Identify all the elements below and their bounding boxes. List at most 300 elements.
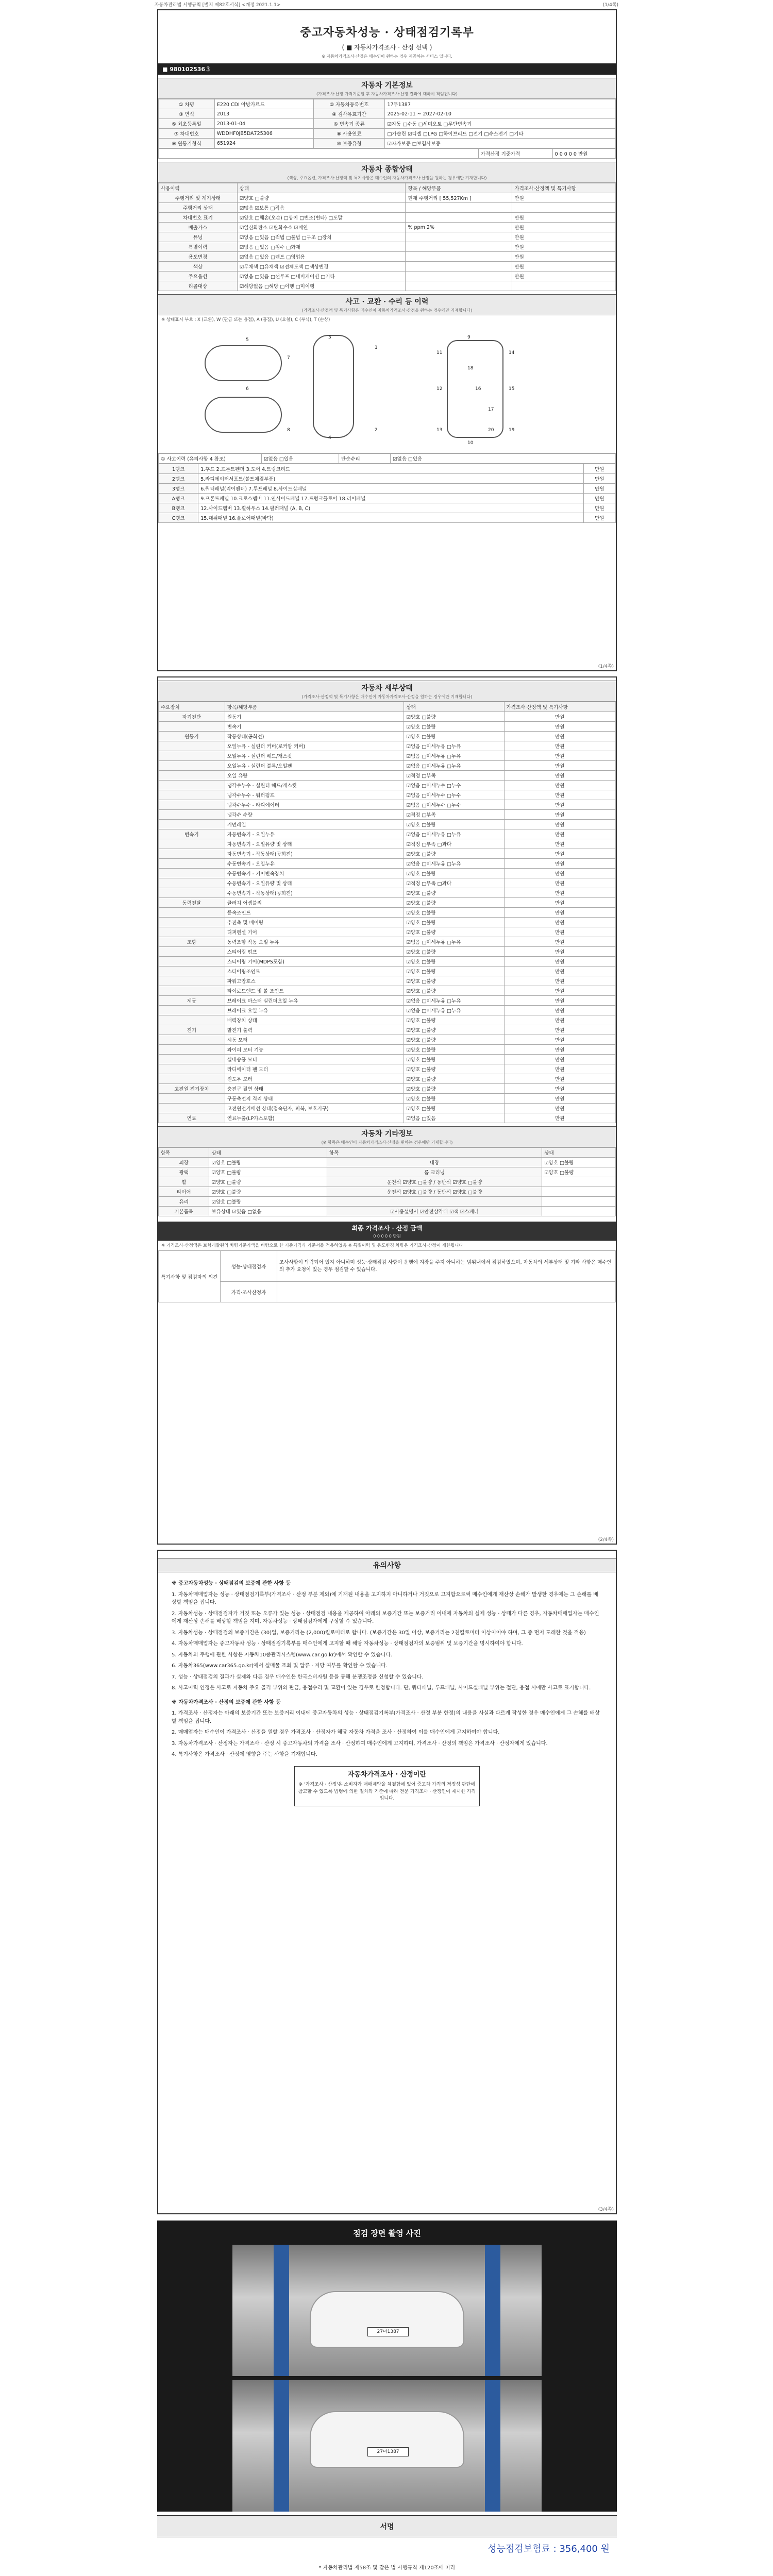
detail-price-unit: 만원: [504, 908, 615, 918]
overall-column-header: 가격조사·산정액 및 특기사항: [512, 183, 616, 193]
outer-panel-row: [159, 484, 616, 494]
overall-item-label: 주행거리 상태: [159, 203, 238, 213]
detail-row: [159, 771, 616, 781]
outer-panel-row: [159, 474, 616, 484]
detail-status-value: ☑양호 □불량: [404, 927, 504, 937]
other-status-value: ☑양호 □불량: [209, 1187, 327, 1197]
detail-row: [159, 712, 616, 722]
diagram-part-number: 17: [488, 407, 494, 413]
diagram-part-number: 10: [467, 440, 474, 446]
panel-price-unit: 만원: [583, 513, 615, 523]
overall-row: [159, 193, 616, 203]
other-status-value: [542, 1187, 616, 1197]
basic-info-header: [158, 78, 616, 99]
notes-paragraph: 3. 자동차성능 · 상태점검의 보증기간은 (30)일, 보증거리는 (2,000)킬로미터로 합니다. (보증기간은 30일 이상, 보증거리는 2천킬로미터 이상이어야 하며, 그 중 먼저 도래한 것을 적용): [172, 1630, 586, 1636]
detail-device-label: [159, 790, 225, 800]
signature-footer: * 자동차관리법 제58조 및 같은 법 시행규칙 제120조에 따라: [318, 2565, 456, 2571]
detail-device-label: [159, 849, 225, 859]
detail-row: [159, 722, 616, 732]
detail-header: [158, 681, 616, 702]
overall-detail: [406, 262, 512, 272]
detail-price-unit: 만원: [504, 751, 615, 761]
appraiser-label: 가격·조사산정자: [221, 1282, 277, 1302]
document-note: ※ 자동차가격조사·산정은 매수인이 원하는 경우 제공하는 서비스 입니다.: [322, 54, 452, 59]
detail-status-value: ☑없음 □미세누유 □누유: [404, 751, 504, 761]
detail-part-label: 타이로드엔드 및 볼 조인트: [225, 986, 404, 996]
overall-row: [159, 252, 616, 262]
detail-part-label: 동력조향 작동 오일 누유: [225, 937, 404, 947]
outer-panel-row: [159, 503, 616, 513]
overall-column-header: 항목 / 해당부품: [406, 183, 512, 193]
detail-status-value: ☑양호 □불량: [404, 976, 504, 986]
detail-price-unit: 만원: [504, 898, 615, 908]
detail-row: [159, 898, 616, 908]
detail-price-unit: 만원: [504, 1064, 615, 1074]
accident-history-table: [158, 453, 616, 464]
overall-price-note: 만원: [512, 223, 616, 232]
detail-device-label: [159, 1064, 225, 1074]
detail-device-label: [159, 947, 225, 957]
detail-part-label: 등속조인트: [225, 908, 404, 918]
detail-device-label: [159, 741, 225, 751]
other-item-label: 운전석 ☑양호 □불량 / 동반석 ☑양호 □불량: [327, 1187, 542, 1197]
detail-part-label: 자동변속기 - 오일누유: [225, 829, 404, 839]
basic-field-value: 2025-02-11 ~ 2027-02-10: [385, 109, 616, 119]
detail-row: [159, 1025, 616, 1035]
car-rear-image: [310, 2411, 464, 2468]
notes-paragraph: 1. 가격조사 · 산정자는 아래의 보증기간 또는 보증거리 이내에 중고자동차의 성능 · 상태점검기록부(가격조사 · 산정 부분 한정)의 내용을 사실과 다르게 작성한 경우 매수인에게 그 손해를 배상할 책임을 집니다.: [172, 1710, 600, 1724]
detail-price-unit: 만원: [504, 771, 615, 781]
detail-status-value: ☑양호 □불량: [404, 1055, 504, 1064]
detail-part-label: 커먼레일: [225, 820, 404, 829]
overall-row: [159, 242, 616, 252]
page-number-3: (3/4쪽): [598, 2207, 614, 2212]
detail-status-value: ☑적정 □부족 □과다: [404, 878, 504, 888]
basic-field-value: E220 CDI 아방가르드: [214, 99, 313, 109]
basic-info-row: [159, 139, 616, 148]
detail-price-unit: 만원: [504, 781, 615, 790]
other-info-title: 자동차 기타정보: [361, 1130, 413, 1138]
detail-row: [159, 820, 616, 829]
detail-row: [159, 986, 616, 996]
detail-device-label: [159, 751, 225, 761]
other-status-value: [542, 1207, 616, 1216]
detail-device-label: 연료: [159, 1113, 225, 1123]
detail-part-label: 오일 유량: [225, 771, 404, 781]
basic-field-label: ⑩ 보증유형: [313, 139, 385, 148]
other-row: [159, 1167, 616, 1177]
notes-title: 유의사항: [373, 1562, 401, 1570]
basic-field-label: ② 자동차등록번호: [313, 99, 385, 109]
notes-header: [158, 1558, 616, 1572]
other-item-label: 휠: [159, 1177, 209, 1187]
panel-rank-label: B랭크: [159, 503, 198, 513]
detail-part-label: 원동기: [225, 712, 404, 722]
notes-paragraph: 2. 매매업자는 매수인이 가격조사 · 산정을 원할 경우 가격조사 · 산정자가 해당 자동차 가격을 조사 · 산정하여 이를 매수인에게 고지하여야 합니다.: [172, 1730, 500, 1735]
detail-status-value: ☑양호 □불량: [404, 908, 504, 918]
detail-column-header: 항목/해당부품: [225, 702, 404, 712]
other-item-label: 룸 크리닝: [327, 1167, 542, 1177]
detail-price-unit: 만원: [504, 986, 615, 996]
detail-status-value: ☑양호 □불량: [404, 1104, 504, 1113]
license-plate-front: 27마1387: [367, 2327, 409, 2336]
detail-row: [159, 1094, 616, 1104]
detail-table: [158, 702, 616, 1123]
detail-price-unit: 만원: [504, 859, 615, 869]
overall-item-label: 용도변경: [159, 252, 238, 262]
panel-rank-label: 1랭크: [159, 464, 198, 474]
appraisal-info-text: ※ '가격조사 · 산정'은 소비자가 매매계약을 체결함에 있어 중고차 가격의 적정성 판단에 참고할 수 있도록 법령에 의한 절차와 기준에 따라 전문 가격조사 · 산정인이 제시한 가격입니다.: [298, 1782, 476, 1801]
detail-part-label: 와이퍼 모터 기능: [225, 1045, 404, 1055]
other-item-label: 유리: [159, 1197, 209, 1207]
detail-row: [159, 947, 616, 957]
serial-bar: [158, 63, 616, 75]
detail-status-value: ☑없음 □있음: [404, 1113, 504, 1123]
accident-legend: ※ 상태표시 부호 : X (교환), W (판금 또는 용접), A (흠집), U (요철), C (부식), T (손상): [161, 317, 330, 323]
overall-price-note: 만원: [512, 213, 616, 223]
detail-part-label: 수동변속기 - 작동상태(공회전): [225, 888, 404, 898]
panel-list: 15.대쉬패널 16.플로어패널(바닥): [198, 513, 584, 523]
detail-row: [159, 937, 616, 947]
overall-price-note: 만원: [512, 232, 616, 242]
basic-field-value: WDDHF0JB5DA725306: [214, 129, 313, 139]
overall-detail: [406, 213, 512, 223]
basic-field-label: ⑧ 사용연료: [313, 129, 385, 139]
appraisal-info-box: [294, 1766, 480, 1806]
car-damage-diagram: [158, 325, 616, 453]
detail-part-label: 스티어링조인트: [225, 967, 404, 976]
document-subtitle: ( ■ 자동차가격조사 · 산정 선택 ): [342, 44, 432, 51]
detail-status-value: ☑양호 □불량: [404, 1094, 504, 1104]
detail-part-label: 구동축전지 격리 상태: [225, 1094, 404, 1104]
overall-status-value: ☑없음 □있음 □적법 □불법 □구조 □장치: [237, 232, 406, 242]
detail-price-unit: 만원: [504, 878, 615, 888]
other-status-value: ☑양호 □불량: [209, 1177, 327, 1187]
other-column-header: 항목: [159, 1148, 209, 1158]
detail-status-value: ☑양호 □불량: [404, 722, 504, 732]
detail-row: [159, 967, 616, 976]
detail-status-value: ☑없음 □미세누유 □누유: [404, 829, 504, 839]
panel-list: 1.후드 2.프론트펜더 3.도어 4.트렁크리드: [198, 464, 584, 474]
overall-status-value: ☑없음 □있음 □렌트 □영업용: [237, 252, 406, 262]
detail-row: [159, 1006, 616, 1015]
other-status-value: 보유상태 ☑있음 □없음: [209, 1207, 327, 1216]
detail-row: [159, 761, 616, 771]
detail-part-label: 자동변속기 - 작동상태(공회전): [225, 849, 404, 859]
detail-part-label: 배력장치 상태: [225, 1015, 404, 1025]
detail-status-value: ☑없음 □미세누유 □누유: [404, 741, 504, 751]
detail-device-label: 고전원 전기장치: [159, 1084, 225, 1094]
detail-title: 자동차 세부상태: [361, 684, 413, 692]
overall-item-label: 주요옵션: [159, 272, 238, 281]
detail-row: [159, 829, 616, 839]
detail-price-unit: 만원: [504, 712, 615, 722]
detail-price-unit: 만원: [504, 888, 615, 898]
detail-device-label: [159, 761, 225, 771]
other-row: [159, 1197, 616, 1207]
detail-status-value: ☑양호 □불량: [404, 1015, 504, 1025]
detail-status-value: ☑적정 □부족 □과다: [404, 839, 504, 849]
form-header-line: [155, 1, 618, 8]
overall-detail: [406, 203, 512, 213]
car-side-view-left: [205, 345, 282, 381]
detail-device-label: [159, 771, 225, 781]
basic-info-row: [159, 129, 616, 139]
diagram-part-number: 11: [436, 350, 443, 356]
detail-device-label: [159, 781, 225, 790]
photo-section: [157, 2221, 617, 2512]
detail-price-unit: 만원: [504, 918, 615, 927]
detail-row: [159, 1104, 616, 1113]
overall-price-note: 만원: [512, 193, 616, 203]
detail-device-label: 조향: [159, 937, 225, 947]
insurance-fee-value: 356,400 원: [559, 2544, 610, 2554]
overall-detail: [406, 272, 512, 281]
diagram-part-number: 14: [509, 350, 515, 356]
overall-detail: % ppm 2%: [406, 223, 512, 232]
other-item-label: 타이어: [159, 1187, 209, 1197]
overall-row: [159, 203, 616, 213]
sheet-page-1: [157, 9, 617, 671]
other-item-label: 내장: [327, 1158, 542, 1167]
detail-status-value: ☑없음 □미세누유 □누유: [404, 859, 504, 869]
notes-section-1-title: ※ 중고자동차성능 · 상태점검의 보증에 관한 사항 등: [172, 1581, 291, 1586]
detail-part-label: 자동변속기 - 오일유량 및 상태: [225, 839, 404, 849]
notes-section-2-title: ※ 자동차가격조사 · 산정의 보증에 관한 사항 등: [172, 1699, 281, 1705]
serial-number: ■ 980102536３: [162, 66, 211, 73]
detail-row: [159, 1113, 616, 1123]
overall-detail: 현재 주행거리 [ 55,527Km ]: [406, 193, 512, 203]
detail-row: [159, 1035, 616, 1045]
overall-column-header: 상태: [237, 183, 406, 193]
detail-price-unit: 만원: [504, 800, 615, 810]
lift-post-right: [485, 2245, 500, 2376]
detail-part-label: 시동 모터: [225, 1035, 404, 1045]
detail-status-value: ☑없음 □미세누유 □누유: [404, 761, 504, 771]
detail-price-unit: 만원: [504, 869, 615, 878]
detail-device-label: 원동기: [159, 732, 225, 741]
inspector-label: 성능·상태점검자: [221, 1251, 277, 1282]
basic-field-label: ④ 검사유효기간: [313, 109, 385, 119]
diagram-part-number: 5: [246, 337, 249, 343]
notes-paragraph: 2. 자동차성능 · 상태점검자가 거짓 또는 오류가 있는 성능 · 상태점검 내용을 제공하여 아래의 보증기간 또는 보증거리 이내에 자동차의 실제 성능 · 상태가 다른 경우, 자동차매매업자는 매수인에게 재산상 손해를 배상할 책임을 지며, 자동차성능 · 상태점검자에게 구상할 수 있습니다.: [172, 1611, 599, 1624]
overall-row: [159, 232, 616, 242]
detail-price-unit: 만원: [504, 976, 615, 986]
detail-status-value: ☑없음 □미세누유 □누유: [404, 996, 504, 1006]
detail-row: [159, 839, 616, 849]
basic-field-value: ☑자가보증 □보험사보증: [385, 139, 616, 148]
sheet-page-3: [157, 1550, 617, 2214]
overall-detail: [406, 232, 512, 242]
detail-row: [159, 888, 616, 898]
simple-repair-value: ☑없음 □있음: [391, 454, 616, 464]
detail-part-label: 오일누유 - 실린더 헤드/개스킷: [225, 751, 404, 761]
car-top-view: [313, 335, 354, 441]
car-side-view-right: [205, 397, 282, 433]
detail-device-label: [159, 722, 225, 732]
overall-item-label: 특별이력: [159, 242, 238, 252]
detail-device-label: [159, 918, 225, 927]
detail-device-label: [159, 908, 225, 918]
final-price-value: 0 0 0 0 0 만원: [373, 1234, 401, 1239]
detail-part-label: 수동변속기 - 오일누유: [225, 859, 404, 869]
diagram-part-number: 12: [436, 386, 443, 392]
detail-part-label: 발전기 출력: [225, 1025, 404, 1035]
detail-price-unit: 만원: [504, 927, 615, 937]
other-info-header: [158, 1126, 616, 1147]
panel-list: 6.쿼터패널(리어펜더) 7.루프패널 8.사이드실패널: [198, 484, 584, 494]
detail-part-label: 스티어링 펌프: [225, 947, 404, 957]
detail-part-label: 고전원전기배선 상태(접속단자, 피복, 보호기구): [225, 1104, 404, 1113]
detail-part-label: 클러치 어셈블리: [225, 898, 404, 908]
detail-part-label: 변속기: [225, 722, 404, 732]
detail-price-unit: 만원: [504, 937, 615, 947]
opinion-text: 조사사항이 탁락되어 있지 아니하며 성능·상태점검 사항이 운행에 지장을 주지 아니하는 범위내에서 점검하였으며, 자동차의 세부상태 및 기타 사항은 매수인의 추가 요청이 있는 경우 점검할 수 있습니다.: [277, 1251, 616, 1282]
overall-item-label: 색상: [159, 262, 238, 272]
panel-price-unit: 만원: [583, 474, 615, 484]
detail-part-label: 브레이크 오일 누유: [225, 1006, 404, 1015]
detail-price-unit: 만원: [504, 1045, 615, 1055]
detail-status-value: ☑없음 □미세누유 □누유: [404, 937, 504, 947]
detail-device-label: [159, 1006, 225, 1015]
other-status-value: ☑양호 □불량: [209, 1158, 327, 1167]
detail-part-label: 작동상태(공회전): [225, 732, 404, 741]
detail-part-label: 수동변속기 - 기어변속장치: [225, 869, 404, 878]
other-row: [159, 1177, 616, 1187]
final-price-title: 최종 가격조사 · 산정 금액: [351, 1225, 423, 1232]
basic-field-value: 2013: [214, 109, 313, 119]
overall-row: [159, 281, 616, 291]
notes-paragraph: 1. 자동차매매업자는 성능 · 상태점검기록부(가격조사 · 산정 부분 제외)에 기재된 내용을 고지하지 아니하거나 거짓으로 고지함으로써 매수인에게 재산상 손해가 발생한 경우에는 그 손해를 배상할 책임을 집니다.: [172, 1591, 598, 1605]
other-item-label: 운전석 ☑양호 □불량 / 동반석 ☑양호 □불량: [327, 1177, 542, 1187]
overall-status-value: ☑해당없음 □해당 □이행 □미이행: [237, 281, 406, 291]
lift-post-right-2: [485, 2380, 500, 2512]
detail-status-value: ☑양호 □불량: [404, 1064, 504, 1074]
detail-device-label: 자기진단: [159, 712, 225, 722]
overall-status-value: ☑많음 ☑보통 □적음: [237, 203, 406, 213]
sheet-page-2: [157, 676, 617, 1545]
detail-status-value: ☑양호 □불량: [404, 957, 504, 967]
detail-status-value: ☑양호 □불량: [404, 712, 504, 722]
notes-section-1: [158, 1580, 616, 1759]
detail-device-label: [159, 1094, 225, 1104]
detail-row: [159, 878, 616, 888]
detail-device-label: 제동: [159, 996, 225, 1006]
detail-column-header: 상태: [404, 702, 504, 712]
detail-status-value: ☑양호 □불량: [404, 1025, 504, 1035]
detail-price-unit: 만원: [504, 722, 615, 732]
diagram-part-number: 6: [246, 386, 249, 392]
detail-price-unit: 만원: [504, 829, 615, 839]
detail-row: [159, 1045, 616, 1055]
overall-price-note: [512, 281, 616, 291]
license-plate-rear: 27마1387: [367, 2447, 409, 2456]
overall-item-label: 튜닝: [159, 232, 238, 242]
detail-status-value: ☑없음 □미세누수 □누수: [404, 790, 504, 800]
other-column-header: 상태: [209, 1148, 327, 1158]
diagram-part-number: 19: [509, 428, 515, 433]
detail-status-value: ☑적정 □부족: [404, 810, 504, 820]
overall-item-label: 주행거리 및 계기상태: [159, 193, 238, 203]
detail-device-label: [159, 1104, 225, 1113]
detail-status-value: ☑적정 □부족: [404, 771, 504, 781]
basic-field-label: ⑤ 최초등록일: [159, 119, 215, 129]
simple-repair-label: 단순수리: [339, 454, 391, 464]
detail-status-value: ☑양호 □불량: [404, 918, 504, 927]
other-status-value: ☑양호 □불량: [542, 1167, 616, 1177]
detail-price-unit: 만원: [504, 967, 615, 976]
other-item-label: ☑사용설명서 ☑안전삼각대 ☑잭 ☑스패너: [327, 1207, 542, 1216]
detail-row: [159, 859, 616, 869]
detail-subtitle: (가격조사·산정액 및 특기사항은 매수인이 자동차가격조사·산정을 원하는 경우에만 기재합니다): [301, 694, 473, 699]
detail-device-label: [159, 869, 225, 878]
panel-list: 12.사이드멤버 13.휠하우스 14.필러패널 (A, B, C): [198, 503, 584, 513]
panel-rank-label: 3랭크: [159, 484, 198, 494]
accident-subtitle: (가격조사·산정액 및 특기사항은 매수인이 자동차가격조사·산정을 원하는 경우에만 기재합니다): [301, 308, 473, 313]
detail-status-value: ☑양호 □불량: [404, 1074, 504, 1084]
basic-info-title: 자동차 기본정보: [361, 81, 413, 90]
detail-status-value: ☑양호 □불량: [404, 820, 504, 829]
overall-item-label: 리콜대상: [159, 281, 238, 291]
detail-part-label: 윈도우 모터: [225, 1074, 404, 1084]
overall-detail: [406, 281, 512, 291]
diagram-part-number: 4: [328, 435, 331, 441]
panel-price-unit: 만원: [583, 464, 615, 474]
detail-device-label: [159, 1035, 225, 1045]
insurance-fee-label: 성능점검보험료 :: [488, 2544, 557, 2554]
detail-price-unit: 만원: [504, 1035, 615, 1045]
price-basis-value: 0 0 0 0 0 만원: [552, 149, 615, 159]
detail-part-label: 수동변속기 - 오일유량 및 상태: [225, 878, 404, 888]
detail-price-unit: 만원: [504, 732, 615, 741]
other-row: [159, 1158, 616, 1167]
detail-status-value: ☑양호 □불량: [404, 1084, 504, 1094]
detail-row: [159, 781, 616, 790]
detail-price-unit: 만원: [504, 849, 615, 859]
signature-section: [157, 2515, 617, 2572]
detail-row: [159, 1055, 616, 1064]
other-item-label: 광택: [159, 1167, 209, 1177]
detail-row: [159, 927, 616, 937]
inspection-photo-rear: [232, 2380, 542, 2512]
other-item-label: [327, 1197, 542, 1207]
detail-row: [159, 800, 616, 810]
insurance-fee: [157, 2537, 617, 2559]
detail-price-unit: 만원: [504, 957, 615, 967]
basic-field-value: □가솔린 ☑디젤 □LPG □하이브리드 □전기 □수소전기 □기타: [385, 129, 616, 139]
detail-row: [159, 869, 616, 878]
other-column-header: 항목: [327, 1148, 542, 1158]
panel-rank-label: C랭크: [159, 513, 198, 523]
basic-field-value: 2013-01-04: [214, 119, 313, 129]
other-status-value: ☑양호 □불량: [209, 1167, 327, 1177]
overall-row: [159, 223, 616, 232]
price-basis-label: 가격산정 기준가격: [478, 149, 552, 159]
overall-detail: [406, 252, 512, 262]
detail-part-label: 브레이크 마스터 실린더오일 누유: [225, 996, 404, 1006]
other-row: [159, 1187, 616, 1197]
detail-column-header: 가격조사·산정액 및 특기사항: [504, 702, 615, 712]
notes-paragraph: 8. 사고이력 인정은 사고로 자동차 주요 골격 부위의 판금, 용접수리 및 교환이 있는 경우로 한정합니다. 단, 쿼터패널, 루프패널, 사이드실패널 부위는 절단, 용접 시에만 사고로 표기합니다.: [172, 1685, 591, 1691]
diagram-part-number: 9: [467, 335, 470, 341]
detail-status-value: ☑양호 □불량: [404, 986, 504, 996]
detail-price-unit: 만원: [504, 1104, 615, 1113]
detail-row: [159, 1015, 616, 1025]
outer-panel-row: [159, 513, 616, 523]
detail-part-label: 연료누출(LP가스포함): [225, 1113, 404, 1123]
detail-row: [159, 849, 616, 859]
signature-title: 서명: [157, 2515, 617, 2537]
